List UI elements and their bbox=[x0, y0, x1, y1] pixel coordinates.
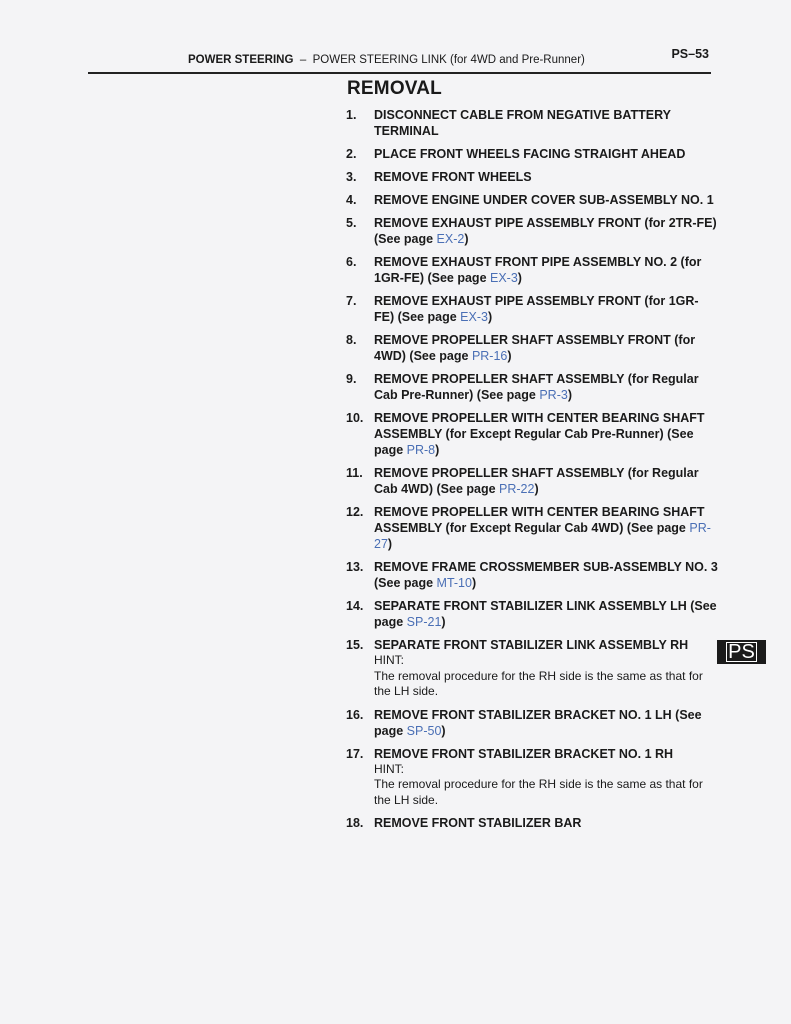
list-item bbox=[346, 598, 718, 630]
step-number: 11. bbox=[346, 466, 363, 480]
list-item bbox=[346, 371, 718, 403]
header-subsection: POWER STEERING LINK (for 4WD and Pre-Runner) bbox=[312, 54, 585, 66]
step-text bbox=[374, 598, 718, 630]
step-text bbox=[374, 371, 718, 403]
list-item bbox=[346, 169, 718, 185]
list-item bbox=[346, 410, 718, 458]
reference-close: ) bbox=[517, 271, 522, 285]
step-text bbox=[374, 815, 718, 831]
step-text bbox=[374, 254, 718, 286]
step-instruction: REMOVE FRAME CROSSMEMBER SUB-ASSEMBLY NO. 3 (See page bbox=[374, 560, 718, 590]
step-instruction: REMOVE PROPELLER SHAFT ASSEMBLY (for Regular Cab 4WD) (See page bbox=[374, 466, 699, 496]
list-item bbox=[346, 146, 718, 162]
header-section: POWER STEERING bbox=[188, 54, 294, 66]
removal-steps-list bbox=[346, 107, 718, 838]
step-text bbox=[374, 169, 718, 185]
hint-text: The removal procedure for the RH side is the same as that for the LH side. bbox=[374, 668, 703, 698]
page-reference-link[interactable]: EX-3 bbox=[490, 271, 518, 285]
step-instruction: REMOVE PROPELLER SHAFT ASSEMBLY FRONT (for 4WD) (See page bbox=[374, 333, 696, 363]
list-item bbox=[346, 465, 718, 497]
section-tab bbox=[717, 640, 766, 664]
reference-close: ) bbox=[441, 723, 446, 738]
reference-close: ) bbox=[435, 443, 440, 457]
step-instruction: REMOVE EXHAUST FRONT PIPE ASSEMBLY NO. 2 (for 1GR-FE) (See page bbox=[374, 255, 702, 285]
step-text bbox=[374, 465, 718, 497]
step-text bbox=[374, 504, 718, 552]
page-number: PS–53 bbox=[671, 47, 709, 61]
step-instruction: REMOVE ENGINE UNDER COVER SUB-ASSEMBLY NO. 1 bbox=[374, 193, 714, 207]
step-text bbox=[374, 332, 718, 364]
list-item bbox=[346, 192, 718, 208]
section-tab-label: PS bbox=[728, 641, 755, 663]
reference-close: ) bbox=[387, 537, 393, 551]
hint-label: HINT: bbox=[374, 653, 404, 667]
list-item bbox=[346, 332, 718, 364]
reference-close: ) bbox=[534, 482, 539, 496]
page-reference-link[interactable]: PR-16 bbox=[471, 349, 508, 363]
list-item bbox=[346, 215, 718, 247]
page-title: REMOVAL bbox=[347, 78, 442, 99]
step-text bbox=[374, 559, 718, 591]
step-number: 14. bbox=[346, 599, 364, 613]
step-number: 16. bbox=[346, 707, 364, 722]
step-instruction: REMOVE FRONT STABILIZER BRACKET NO. 1 LH (See page bbox=[374, 707, 702, 738]
step-text bbox=[374, 746, 718, 762]
step-number: 17. bbox=[346, 746, 364, 761]
reference-close: ) bbox=[487, 310, 493, 324]
step-number: 5. bbox=[346, 216, 357, 230]
step-instruction: REMOVE PROPELLER WITH CENTER BEARING SHAFT ASSEMBLY (for Except Regular Cab Pre-Runner) (See page bbox=[374, 411, 705, 457]
list-item bbox=[346, 707, 718, 739]
page-reference-link[interactable]: MT-10 bbox=[436, 576, 472, 590]
step-number: 18. bbox=[346, 816, 364, 830]
step-number: 1. bbox=[346, 108, 357, 122]
page-header bbox=[88, 46, 711, 74]
step-instruction: REMOVE PROPELLER SHAFT ASSEMBLY (for Regular Cab Pre-Runner) (See page bbox=[374, 372, 699, 402]
reference-close: ) bbox=[471, 576, 477, 590]
page-reference-link[interactable]: PR-22 bbox=[499, 482, 535, 496]
step-instruction: REMOVE FRONT WHEELS bbox=[374, 170, 532, 184]
step-number: 10. bbox=[346, 411, 364, 425]
step-text bbox=[374, 215, 718, 247]
list-item bbox=[346, 559, 718, 591]
reference-close: ) bbox=[507, 349, 512, 363]
list-item bbox=[346, 254, 718, 286]
step-text bbox=[374, 707, 718, 739]
header-breadcrumb bbox=[188, 54, 585, 66]
step-instruction: SEPARATE FRONT STABILIZER LINK ASSEMBLY LH (See page bbox=[374, 599, 717, 629]
list-item bbox=[346, 637, 718, 700]
step-number: 8. bbox=[346, 333, 357, 347]
list-item bbox=[346, 815, 718, 831]
list-item bbox=[346, 504, 718, 552]
step-number: 9. bbox=[346, 372, 357, 386]
step-number: 3. bbox=[346, 170, 357, 184]
hint-label: HINT: bbox=[374, 761, 404, 776]
step-number: 6. bbox=[346, 255, 357, 269]
step-instruction: DISCONNECT CABLE FROM NEGATIVE BATTERY TERMINAL bbox=[374, 108, 671, 138]
step-number: 2. bbox=[346, 147, 357, 161]
step-instruction: REMOVE EXHAUST PIPE ASSEMBLY FRONT (for 2TR-FE) (See page bbox=[374, 216, 717, 246]
step-instruction: SEPARATE FRONT STABILIZER LINK ASSEMBLY RH bbox=[374, 638, 689, 652]
reference-close: ) bbox=[464, 232, 469, 246]
step-number: 15. bbox=[346, 638, 364, 652]
list-item bbox=[346, 746, 718, 809]
step-text bbox=[374, 410, 718, 458]
step-instruction: REMOVE PROPELLER WITH CENTER BEARING SHAFT ASSEMBLY (for Except Regular Cab 4WD) (See page bbox=[374, 505, 705, 535]
step-text bbox=[374, 146, 718, 162]
step-number: 7. bbox=[346, 294, 357, 308]
step-number: 4. bbox=[346, 193, 357, 207]
reference-close: ) bbox=[441, 615, 446, 629]
step-number: 12. bbox=[346, 505, 364, 519]
page-reference-link[interactable]: PR-8 bbox=[406, 443, 436, 457]
step-instruction: REMOVE FRONT STABILIZER BRACKET NO. 1 RH bbox=[374, 746, 674, 761]
step-text bbox=[374, 637, 718, 653]
page-reference-link[interactable]: EX-3 bbox=[460, 310, 488, 324]
page-reference-link[interactable]: PR-3 bbox=[539, 388, 568, 402]
step-text bbox=[374, 107, 718, 139]
page-reference-link[interactable]: SP-50 bbox=[406, 723, 442, 738]
hint-text: The removal procedure for the RH side is the same as that for the LH side. bbox=[374, 777, 703, 807]
reference-close: ) bbox=[567, 388, 572, 402]
step-instruction: PLACE FRONT WHEELS FACING STRAIGHT AHEAD bbox=[374, 147, 686, 161]
list-item bbox=[346, 107, 718, 139]
list-item bbox=[346, 293, 718, 325]
page-reference-link[interactable]: PR-27 bbox=[374, 521, 711, 551]
step-text bbox=[374, 192, 718, 208]
step-number: 13. bbox=[346, 560, 364, 574]
step-instruction: REMOVE EXHAUST PIPE ASSEMBLY FRONT (for 1GR-FE) (See page bbox=[374, 294, 699, 324]
page-reference-link[interactable]: EX-2 bbox=[436, 232, 465, 246]
header-separator: – bbox=[299, 54, 307, 66]
step-text bbox=[374, 293, 718, 325]
step-instruction: REMOVE FRONT STABILIZER BAR bbox=[374, 816, 582, 830]
page-reference-link[interactable]: SP-21 bbox=[406, 615, 442, 629]
